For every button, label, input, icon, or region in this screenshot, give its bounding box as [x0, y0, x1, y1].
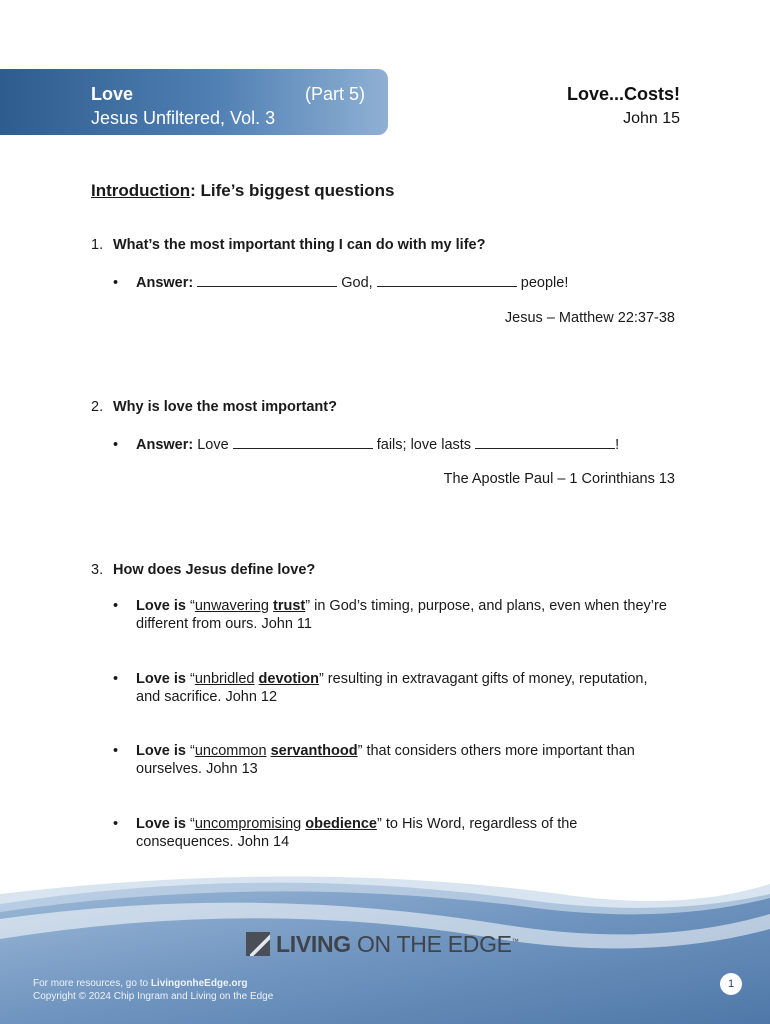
answer-mid: fails; love lasts — [372, 437, 476, 453]
lesson-title: Love...Costs! — [566, 84, 680, 104]
intro-heading — [91, 181, 395, 201]
blank-field[interactable] — [197, 274, 337, 287]
bullet-icon: • — [113, 598, 119, 614]
answer-label: Answer: — [136, 437, 194, 453]
page-number: 1 — [720, 973, 742, 995]
item-noun: obedience — [305, 816, 377, 832]
question-text: How does Jesus define love? — [113, 562, 316, 578]
blank-field[interactable] — [475, 436, 615, 449]
series-subtitle: Jesus Unfiltered, Vol. 3 — [91, 108, 276, 128]
answer-end: ! — [615, 437, 620, 453]
bullet-icon: • — [113, 275, 119, 291]
answer-2 — [113, 436, 673, 454]
love-definition-item — [113, 815, 673, 851]
blank-field[interactable] — [377, 274, 517, 287]
answer-1 — [113, 274, 673, 292]
lesson-scripture: John 15 — [623, 110, 680, 127]
item-quote-open: “ — [185, 743, 195, 759]
question-2 — [91, 399, 337, 415]
item-adjective: uncompromising — [194, 816, 302, 832]
item-rest: ” in God’s timing, purpose, and plans, even when they’re different from ours. John 11 — [136, 598, 667, 632]
series-title: Love — [91, 84, 134, 104]
footer-copyright: Copyright © 2024 Chip Ingram and Living on the Edge — [33, 991, 274, 1002]
item-lead: Love is — [136, 671, 186, 687]
question-3 — [91, 562, 315, 578]
intro-text: : Life’s biggest questions — [190, 181, 395, 200]
resources-prefix: For more resources, go to — [33, 978, 151, 989]
question-number: 2. — [91, 399, 104, 415]
bullet-icon: • — [113, 671, 119, 687]
logo-bold-text: LIVING — [276, 930, 351, 957]
answer-end: people! — [516, 275, 569, 291]
intro-label: Introduction — [91, 181, 191, 200]
item-adjective: uncommon — [194, 743, 267, 759]
living-on-the-edge-logo — [246, 931, 518, 957]
love-definition-item — [113, 742, 673, 778]
logo-rest-text: ON THE EDGE — [350, 930, 512, 957]
item-noun: devotion — [258, 671, 319, 687]
item-lead: Love is — [136, 598, 186, 614]
resources-link[interactable]: LivingonheEdge.org — [150, 978, 248, 989]
question-1 — [91, 237, 485, 253]
bullet-icon: • — [113, 437, 119, 453]
scripture-ref-2: The Apostle Paul – 1 Corinthians 13 — [443, 471, 675, 487]
question-text: Why is love the most important? — [113, 399, 337, 415]
bullet-icon: • — [113, 816, 119, 832]
item-rest: ” to His Word, regardless of the consequences. John 14 — [136, 816, 578, 850]
love-definition-item — [113, 597, 673, 633]
scripture-ref-1: Jesus – Matthew 22:37-38 — [504, 310, 675, 326]
blank-field[interactable] — [233, 436, 373, 449]
item-quote-open: “ — [185, 816, 195, 832]
trademark-mark: ™ — [511, 937, 519, 945]
item-quote-open: “ — [185, 671, 195, 687]
item-noun: servanthood — [270, 743, 358, 759]
item-rest: ” that considers others more important than ourselves. John 13 — [136, 743, 635, 777]
series-part: (Part 5) — [305, 84, 366, 104]
item-quote-open: “ — [185, 598, 195, 614]
item-lead: Love is — [136, 816, 186, 832]
bullet-icon: • — [113, 743, 119, 759]
answer-label: Answer: — [136, 275, 194, 291]
item-lead: Love is — [136, 743, 186, 759]
item-noun: trust — [273, 598, 306, 614]
answer-mid: God, — [337, 275, 377, 291]
answer-pre: Love — [193, 437, 233, 453]
question-text: What’s the most important thing I can do with my life? — [113, 237, 486, 253]
item-adjective: unwavering — [194, 598, 269, 614]
question-number: 1. — [91, 237, 104, 253]
question-number: 3. — [91, 562, 104, 578]
footer-resources — [33, 978, 248, 989]
item-adjective: unbridled — [194, 671, 255, 687]
logo-wordmark — [276, 931, 518, 958]
logo-mark-icon — [246, 932, 270, 956]
love-definition-item — [113, 670, 673, 706]
item-rest: ” resulting in extravagant gifts of money, reputation, and sacrifice. John 12 — [136, 671, 648, 705]
